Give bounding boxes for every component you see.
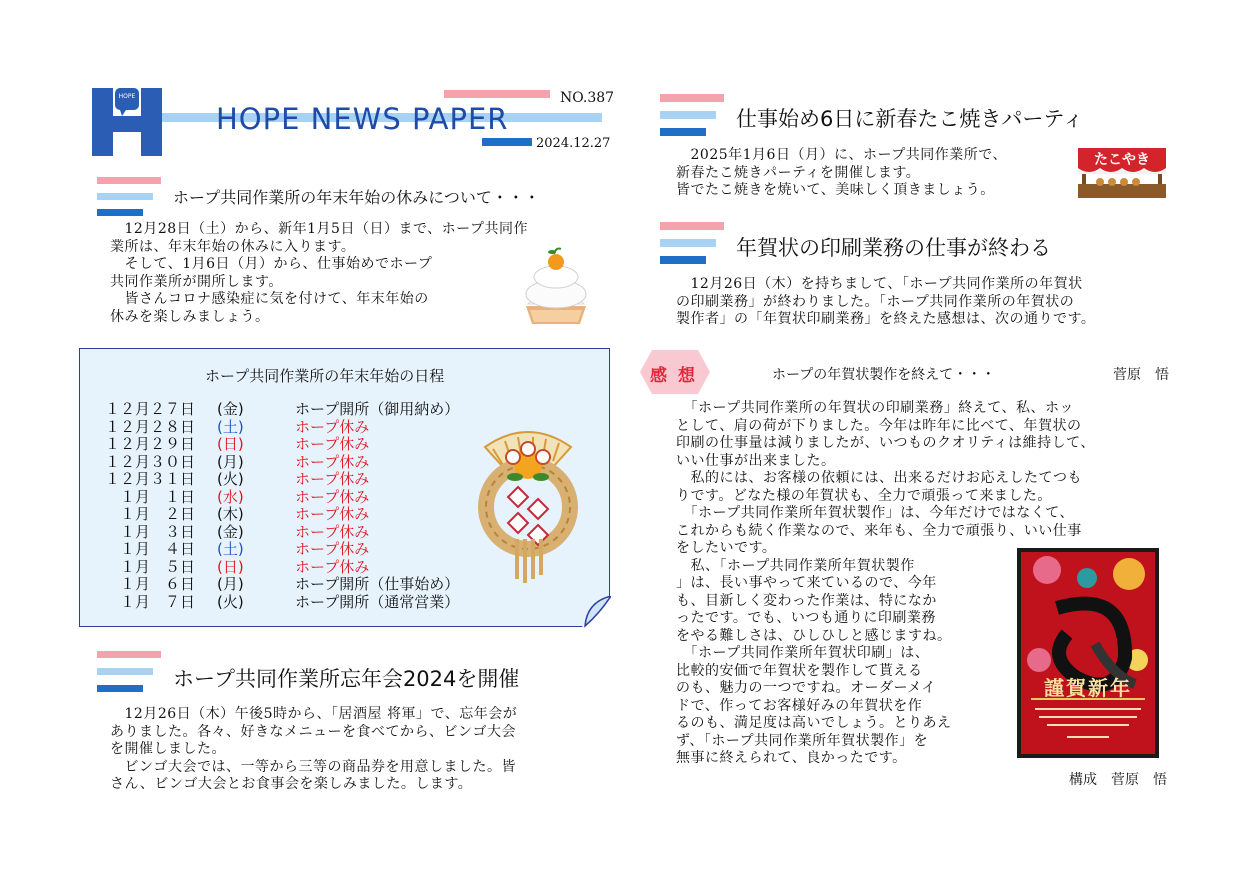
schedule-date: １２月３１日 xyxy=(105,470,196,488)
shimekazari-icon xyxy=(473,427,583,587)
schedule-weekday: (土) xyxy=(217,417,244,436)
schedule-title: ホープ共同作業所の年末年始の日程 xyxy=(205,367,445,385)
schedule-row xyxy=(105,454,505,472)
schedule-status: ホープ開所（仕事始め） xyxy=(295,575,460,593)
schedule-row xyxy=(105,489,505,507)
schedule-date: １月 ２日 xyxy=(105,505,196,523)
issue-number: NO.387 xyxy=(560,90,615,106)
schedule-weekday: (木) xyxy=(217,505,244,523)
schedule-row xyxy=(105,559,505,577)
schedule-row xyxy=(105,594,505,612)
schedule-weekday: (金) xyxy=(217,400,244,418)
schedule-status: ホープ開所（通常営業） xyxy=(295,592,460,611)
takoyaki-body: 2025年1月6日（月）に、ホープ共同作業所で、 新春たこ焼きパーティを開催します。 皆でたこ焼きを焼いて、美味しく頂きましょう。 xyxy=(676,147,1007,198)
schedule-status: ホープ休み xyxy=(295,452,370,471)
schedule-row xyxy=(105,576,505,594)
schedule-status: ホープ休み xyxy=(295,522,370,541)
holiday-body: 12月28日（土）から、新年1月5日（日）まで、ホープ共同作 業所は、年末年始の休みに入ります。 そして、1月6日（月）から、仕事始めでホープ 共同作業所が開所します。 皆さんコロナ感染症に気を付けて、年末年始の 休みを楽しみましょう。 xyxy=(110,221,528,325)
schedule-date: １月 ７日 xyxy=(105,592,196,611)
page-curl xyxy=(581,596,611,628)
card-greeting: 謹賀新年 xyxy=(1044,676,1132,700)
schedule-list xyxy=(105,401,505,611)
schedule-box xyxy=(79,348,610,627)
schedule-weekday: (金) xyxy=(217,522,244,541)
takoyaki-stall-icon xyxy=(1078,148,1166,198)
schedule-weekday: (日) xyxy=(217,557,244,576)
schedule-row xyxy=(105,471,505,489)
schedule-date: １月 ３日 xyxy=(105,522,196,541)
masthead-title: HOPE NEWS PAPER xyxy=(216,102,509,136)
nengajo-heading: 年賀状の印刷業務の仕事が終わる xyxy=(736,236,1051,260)
schedule-weekday: (火) xyxy=(217,592,244,611)
schedule-row xyxy=(105,401,505,419)
schedule-row xyxy=(105,524,505,542)
schedule-date: １２月２７日 xyxy=(105,400,196,418)
schedule-weekday: (火) xyxy=(217,470,244,488)
schedule-row xyxy=(105,506,505,524)
schedule-weekday: (日) xyxy=(217,435,244,453)
schedule-status: ホープ休み xyxy=(295,557,370,576)
schedule-row xyxy=(105,541,505,559)
credit: 構成 菅原 悟 xyxy=(1069,772,1167,788)
stall-sign: たこやき xyxy=(1094,152,1150,168)
schedule-status: ホープ休み xyxy=(295,417,370,436)
schedule-date: １月 ５日 xyxy=(105,557,196,576)
hope-logo xyxy=(92,88,162,156)
kagami-mochi-icon xyxy=(520,244,592,326)
schedule-date: １月 ４日 xyxy=(105,540,196,558)
impressions-title: ホープの年賀状製作を終えて・・・ xyxy=(772,367,996,383)
schedule-status: ホープ休み xyxy=(295,470,370,488)
takoyaki-heading: 仕事始め6日に新春たこ焼きパーティ xyxy=(736,107,1084,131)
nengajo-body: 12月26日（木）を持ちまして、「ホープ共同作業所の年賀状 の印刷業務」が終わりました。「ホープ共同作業所の年賀状の 製作者」の「年賀状印刷業務」を終えた感想は、次の通りです。 xyxy=(676,276,1096,327)
schedule-date: １２月３０日 xyxy=(105,452,196,471)
schedule-date: １月 ６日 xyxy=(105,575,196,593)
schedule-status: ホープ休み xyxy=(295,435,370,453)
schedule-date: １２月２９日 xyxy=(105,435,196,453)
impressions-body: 「ホープ共同作業所の年賀状の印刷業務」終えて、私、ホッ として、肩の荷が下りました。今年は昨年に比べて、年賀状の 印刷の仕事量は減りましたが、いつものクオリティは維持して、 いい仕事が出来ました。 私的には、お客様の依頼には、出来るだけお応えしたてつも りです。どなた様の年賀状も、全力で頑張って来ました。 「ホープ共同作業所年賀状製作」は、今年だけではなくて、 これからも続く作業なので、来年も、全力で頑張り、いい仕事 をしたいです。 私、「ホープ共同作業所年賀状製作 」は、長い事やって来ているので、今年 も、目新しく変わった作業は、特になか ったです。でも、いつも通りに印刷業務 をやる難しさは、ひしひしと感じますね。 「ホープ共同作業所年賀状印刷」は、 比較的安価で年賀状を製作して貰える のも、魅力の一つですね。オーダーメイ ドで、作ってお客様好みの年賀状を作 るのも、満足度は高いでしょう。とりあえ ず、「ホープ共同作業所年賀状製作」を 無事に終えられて、良かったです。 xyxy=(676,400,1095,766)
schedule-weekday: (月) xyxy=(217,575,244,593)
schedule-status: ホープ開所（御用納め） xyxy=(295,400,460,418)
schedule-weekday: (月) xyxy=(217,452,244,471)
schedule-status: ホープ休み xyxy=(295,487,370,506)
issue-date: 2024.12.27 xyxy=(536,136,611,151)
schedule-weekday: (水) xyxy=(217,487,244,506)
schedule-row xyxy=(105,436,505,454)
schedule-status: ホープ休み xyxy=(295,540,370,558)
schedule-row xyxy=(105,419,505,437)
schedule-date: １２月２８日 xyxy=(105,417,196,436)
new-year-card-image xyxy=(1017,548,1159,758)
holiday-heading: ホープ共同作業所の年末年始の休みについて・・・ xyxy=(173,188,540,207)
schedule-status: ホープ休み xyxy=(295,505,370,523)
party-body: 12月26日（木）午後5時から、「居酒屋 将軍」で、忘年会が ありました。各々、好きなメニューを食べてから、ビンゴ大会 を開催しました。 ビンゴ大会では、一等から三等の商品券を用意しました。皆 さん、ビンゴ大会とお食事会を楽しみました。します。 xyxy=(110,706,518,792)
impressions-badge: 感 想 xyxy=(640,350,710,394)
schedule-date: １月 １日 xyxy=(105,487,196,506)
masthead xyxy=(92,88,615,160)
impressions-author: 菅原 悟 xyxy=(1113,367,1169,383)
party-heading: ホープ共同作業所忘年会2024を開催 xyxy=(173,667,520,691)
logo-text: HOPE xyxy=(118,93,136,100)
schedule-weekday: (土) xyxy=(217,540,244,558)
